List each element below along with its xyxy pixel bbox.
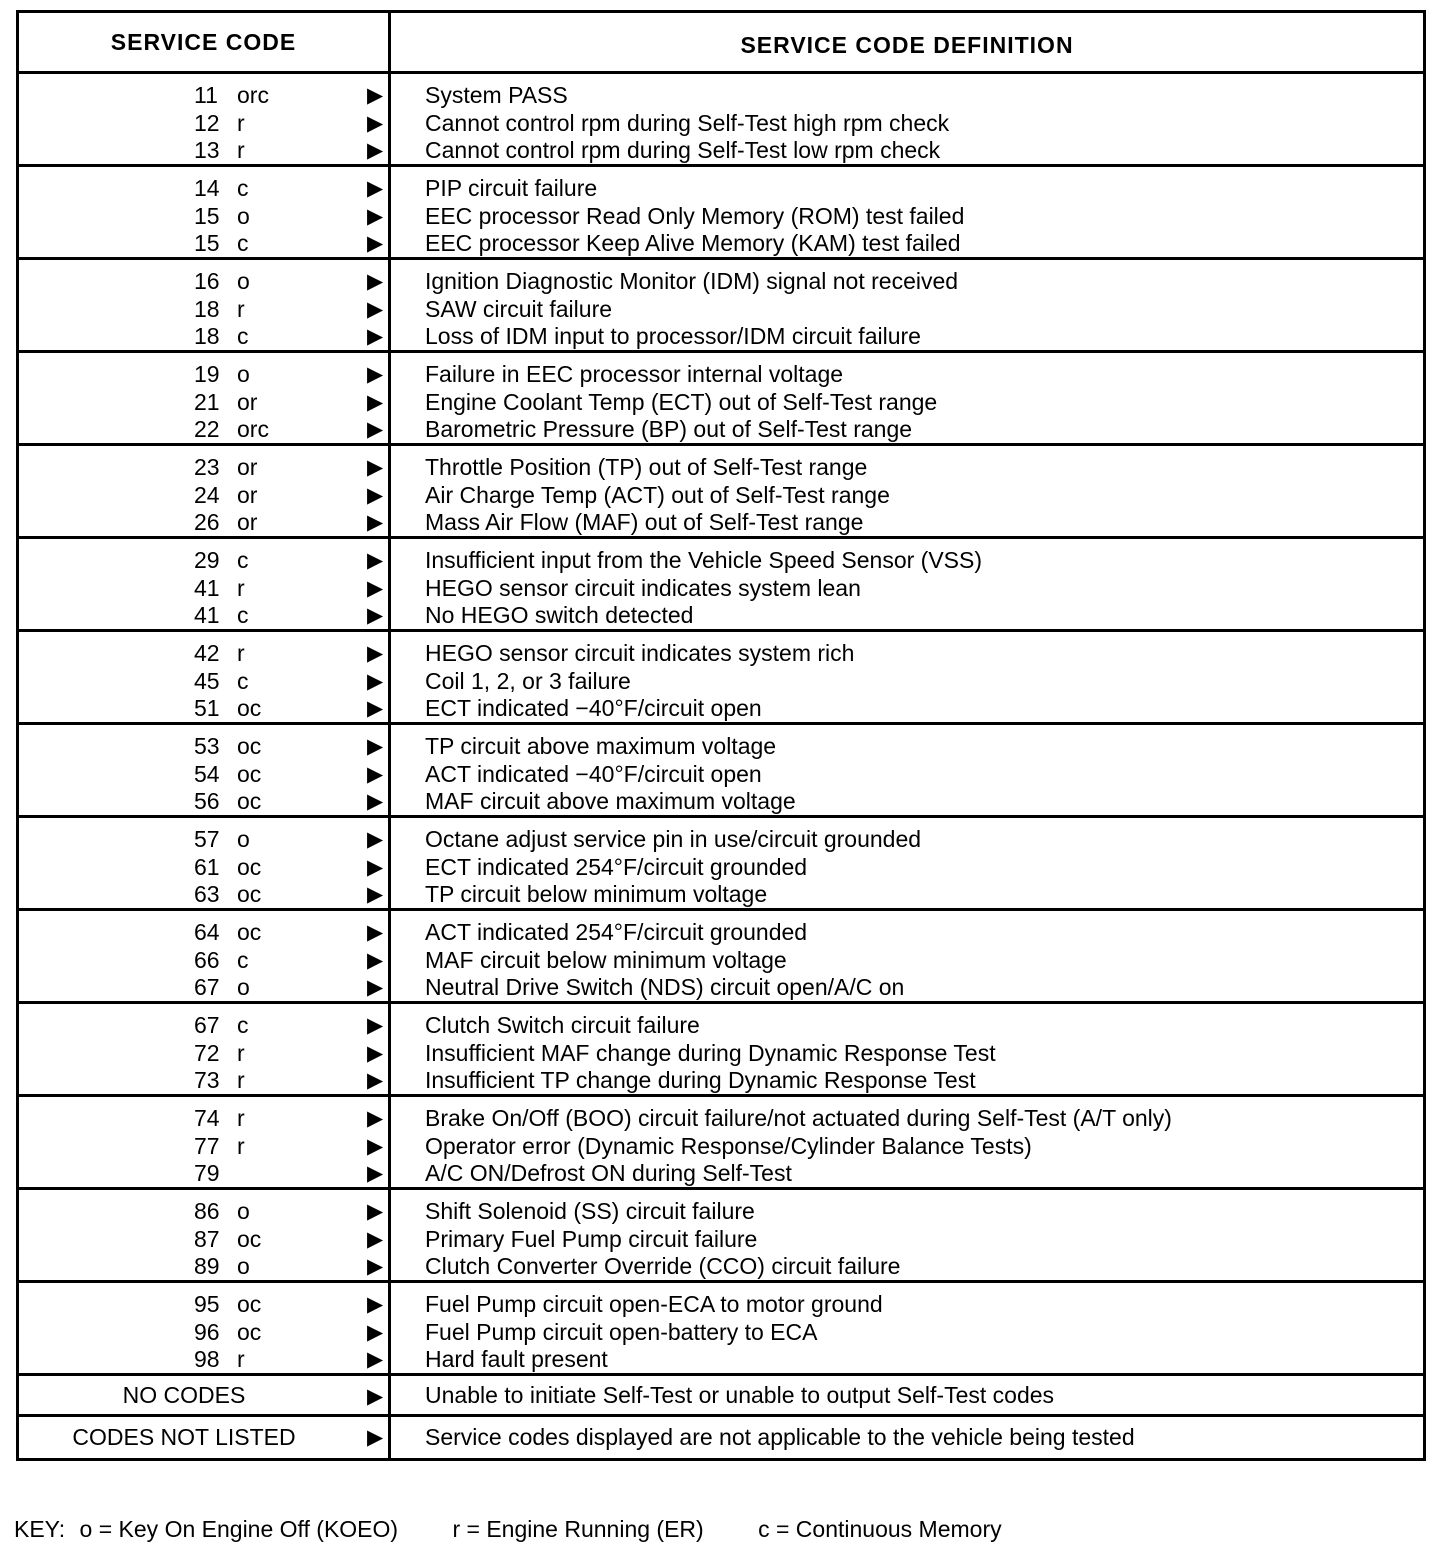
code-number: 26 <box>194 509 220 536</box>
arrow-right-icon: ▶ <box>367 828 384 852</box>
code-group <box>19 1004 1423 1097</box>
code-cell <box>19 167 391 257</box>
codes-not-listed-definition: Service codes displayed are not applicable to the vehicle being tested <box>425 1424 1135 1450</box>
arrow-right-icon: ▶ <box>367 948 384 972</box>
code-type: o <box>237 1198 250 1225</box>
code-row <box>19 482 388 510</box>
code-number: 89 <box>194 1253 220 1280</box>
code-row <box>19 268 388 296</box>
codes-not-listed-row <box>19 1417 1423 1458</box>
definition-cell <box>391 539 1423 629</box>
code-group <box>19 260 1423 353</box>
code-row <box>19 137 388 165</box>
code-row <box>19 1253 388 1281</box>
code-definition: Brake On/Off (BOO) circuit failure/not actuated during Self-Test (A/T only) <box>425 1105 1172 1132</box>
definition-cell <box>391 74 1423 164</box>
code-number: 95 <box>194 1291 220 1318</box>
code-cell <box>19 1097 391 1187</box>
code-definition: EEC processor Read Only Memory (ROM) test failed <box>425 202 965 229</box>
code-number: 67 <box>194 974 220 1001</box>
code-type: c <box>237 230 249 257</box>
code-definition: Clutch Converter Override (CCO) circuit failure <box>425 1253 901 1280</box>
definition-cell <box>391 911 1423 1001</box>
code-definition: Cannot control rpm during Self-Test high rpm check <box>425 109 950 136</box>
definition-header: SERVICE CODE DEFINITION <box>740 31 1074 58</box>
code-definition: Octane adjust service pin in use/circuit grounded <box>425 826 922 853</box>
no-codes-label: NO CODES <box>122 1381 246 1408</box>
code-type: c <box>237 547 249 574</box>
arrow-right-icon: ▶ <box>367 1385 384 1408</box>
code-definition: Operator error (Dynamic Response/Cylinder Balance Tests) <box>425 1132 1032 1159</box>
code-number: 16 <box>194 268 220 295</box>
code-definition: MAF circuit above maximum voltage <box>425 788 796 815</box>
arrow-right-icon: ▶ <box>367 697 384 721</box>
code-number: 57 <box>194 826 220 853</box>
code-row <box>19 602 388 630</box>
arrow-right-icon: ▶ <box>367 483 384 507</box>
arrow-right-icon: ▶ <box>367 855 384 879</box>
code-number: 63 <box>194 881 220 908</box>
code-row <box>19 575 388 603</box>
code-number: 22 <box>194 416 220 443</box>
arrow-right-icon: ▶ <box>367 1014 384 1038</box>
code-number: 96 <box>194 1318 220 1345</box>
arrow-right-icon: ▶ <box>367 1134 384 1158</box>
arrow-right-icon: ▶ <box>367 511 384 535</box>
code-row <box>19 323 388 351</box>
code-row <box>19 695 388 723</box>
code-row <box>19 110 388 138</box>
code-number: 18 <box>194 295 220 322</box>
code-row <box>19 826 388 854</box>
code-row <box>19 1319 388 1347</box>
code-number: 21 <box>194 388 220 415</box>
arrow-right-icon: ▶ <box>367 642 384 666</box>
definition-cell <box>391 1190 1423 1280</box>
code-definition: No HEGO switch detected <box>425 602 694 629</box>
code-row <box>19 389 388 417</box>
code-group <box>19 353 1423 446</box>
code-type: r <box>237 574 245 601</box>
code-row <box>19 1226 388 1254</box>
code-type: or <box>237 509 258 536</box>
arrow-right-icon: ▶ <box>367 976 384 1000</box>
code-number: 64 <box>194 919 220 946</box>
arrow-right-icon: ▶ <box>367 883 384 907</box>
arrow-right-icon: ▶ <box>367 232 384 256</box>
code-type: r <box>237 1346 245 1373</box>
code-type: r <box>237 295 245 322</box>
definition-cell <box>391 1283 1423 1373</box>
code-definition: HEGO sensor circuit indicates system lean <box>425 574 861 601</box>
code-type: o <box>237 268 250 295</box>
code-cell <box>19 539 391 629</box>
code-type: c <box>237 175 249 202</box>
code-type: oc <box>237 1225 262 1252</box>
code-row <box>19 361 388 389</box>
code-row <box>19 1040 388 1068</box>
code-row <box>19 761 388 789</box>
code-cell <box>19 1004 391 1094</box>
key-prefix: KEY: <box>14 1516 66 1542</box>
code-row <box>19 919 388 947</box>
arrow-right-icon: ▶ <box>367 1320 384 1344</box>
arrow-right-icon: ▶ <box>367 390 384 414</box>
code-type: c <box>237 602 249 629</box>
arrow-right-icon: ▶ <box>367 418 384 442</box>
code-number: 18 <box>194 323 220 350</box>
code-definition: MAF circuit below minimum voltage <box>425 946 787 973</box>
code-group <box>19 167 1423 260</box>
code-definition: EEC processor Keep Alive Memory (KAM) test failed <box>425 230 961 257</box>
code-number: 29 <box>194 547 220 574</box>
code-row <box>19 547 388 575</box>
arrow-right-icon: ▶ <box>367 325 384 349</box>
code-type: r <box>237 640 245 667</box>
code-definition: HEGO sensor circuit indicates system rich <box>425 640 855 667</box>
code-row <box>19 454 388 482</box>
code-row <box>19 1105 388 1133</box>
code-row <box>19 416 388 444</box>
code-row <box>19 947 388 975</box>
code-type: o <box>237 202 250 229</box>
code-definition: ECT indicated 254°F/circuit grounded <box>425 853 808 880</box>
service-code-header: SERVICE CODE <box>19 13 391 71</box>
code-definition: Insufficient input from the Vehicle Speed Sensor (VSS) <box>425 547 982 574</box>
code-type: or <box>237 454 258 481</box>
arrow-right-icon: ▶ <box>367 762 384 786</box>
arrow-right-icon: ▶ <box>367 1227 384 1251</box>
code-type: or <box>237 388 258 415</box>
code-definition: Barometric Pressure (BP) out of Self-Test range <box>425 416 913 443</box>
code-number: 73 <box>194 1067 220 1094</box>
code-type: o <box>237 361 250 388</box>
code-number: 23 <box>194 454 220 481</box>
code-row <box>19 175 388 203</box>
code-definition: Throttle Position (TP) out of Self-Test range <box>425 454 868 481</box>
definition-cell <box>391 167 1423 257</box>
code-number: 24 <box>194 481 220 508</box>
arrow-right-icon: ▶ <box>367 921 384 945</box>
code-type: r <box>237 1132 245 1159</box>
code-number: 61 <box>194 853 220 880</box>
code-definition: TP circuit above maximum voltage <box>425 733 777 760</box>
code-row <box>19 640 388 668</box>
code-type: c <box>237 667 249 694</box>
code-group <box>19 74 1423 167</box>
code-number: 54 <box>194 760 220 787</box>
code-type: oc <box>237 853 262 880</box>
code-group <box>19 1190 1423 1283</box>
definition-cell <box>391 260 1423 350</box>
code-row <box>19 668 388 696</box>
no-codes-cell <box>19 1376 391 1414</box>
code-cell <box>19 725 391 815</box>
code-row <box>19 1012 388 1040</box>
code-type: oc <box>237 1318 262 1345</box>
arrow-right-icon: ▶ <box>367 177 384 201</box>
code-number: 56 <box>194 788 220 815</box>
code-number: 79 <box>194 1160 220 1187</box>
code-cell <box>19 632 391 722</box>
code-number: 15 <box>194 202 220 229</box>
table-header <box>19 13 1423 74</box>
codes-not-listed-label: CODES NOT LISTED <box>72 1424 296 1450</box>
code-definition: Clutch Switch circuit failure <box>425 1012 700 1039</box>
code-cell <box>19 1190 391 1280</box>
code-number: 12 <box>194 109 220 136</box>
code-definition: System PASS <box>425 82 568 109</box>
code-definition: ECT indicated −40°F/circuit open <box>425 695 762 722</box>
code-number: 19 <box>194 361 220 388</box>
code-definition: Insufficient TP change during Dynamic Response Test <box>425 1067 976 1094</box>
code-definition: ACT indicated −40°F/circuit open <box>425 760 762 787</box>
code-type: c <box>237 323 249 350</box>
key-o: o = Key On Engine Off (KOEO) <box>79 1516 399 1542</box>
code-definition: Shift Solenoid (SS) circuit failure <box>425 1198 755 1225</box>
code-number: 72 <box>194 1039 220 1066</box>
code-definition: SAW circuit failure <box>425 295 613 322</box>
code-number: 14 <box>194 175 220 202</box>
code-definition: Fuel Pump circuit open-battery to ECA <box>425 1318 818 1345</box>
definition-cell <box>391 632 1423 722</box>
code-row <box>19 82 388 110</box>
code-row <box>19 854 388 882</box>
arrow-right-icon: ▶ <box>367 139 384 163</box>
arrow-right-icon: ▶ <box>367 270 384 294</box>
code-definition: ACT indicated 254°F/circuit grounded <box>425 919 808 946</box>
code-number: 66 <box>194 946 220 973</box>
code-row <box>19 1160 388 1188</box>
arrow-right-icon: ▶ <box>367 456 384 480</box>
arrow-right-icon: ▶ <box>367 549 384 573</box>
code-definition: Engine Coolant Temp (ECT) out of Self-Test range <box>425 388 938 415</box>
no-codes-row <box>19 1376 1423 1417</box>
definition-cell <box>391 818 1423 908</box>
arrow-right-icon: ▶ <box>367 604 384 628</box>
code-definition: Coil 1, 2, or 3 failure <box>425 667 631 694</box>
code-number: 41 <box>194 574 220 601</box>
code-number: 11 <box>194 82 218 109</box>
no-codes-definition: Unable to initiate Self-Test or unable to output Self-Test codes <box>425 1381 1055 1408</box>
definition-cell <box>391 353 1423 443</box>
arrow-right-icon: ▶ <box>367 1041 384 1065</box>
code-number: 86 <box>194 1198 220 1225</box>
arrow-right-icon: ▶ <box>367 1107 384 1131</box>
arrow-right-icon: ▶ <box>367 84 384 108</box>
code-cell <box>19 260 391 350</box>
code-definition: Hard fault present <box>425 1346 608 1373</box>
code-number: 98 <box>194 1346 220 1373</box>
code-type: oc <box>237 788 262 815</box>
service-code-table <box>16 10 1426 1461</box>
code-number: 41 <box>194 602 220 629</box>
code-row <box>19 881 388 909</box>
code-group <box>19 539 1423 632</box>
arrow-right-icon: ▶ <box>367 669 384 693</box>
code-row <box>19 296 388 324</box>
code-definition: Ignition Diagnostic Monitor (IDM) signal not received <box>425 268 959 295</box>
code-number: 45 <box>194 667 220 694</box>
definition-cell <box>391 1004 1423 1094</box>
code-row <box>19 1067 388 1095</box>
code-type: c <box>237 946 249 973</box>
code-type: oc <box>237 760 262 787</box>
arrow-right-icon: ▶ <box>367 576 384 600</box>
arrow-right-icon: ▶ <box>367 1293 384 1317</box>
code-type: r <box>237 1067 245 1094</box>
code-definition: Cannot control rpm during Self-Test low rpm check <box>425 137 941 164</box>
code-definition: Insufficient MAF change during Dynamic Response Test <box>425 1039 996 1066</box>
arrow-right-icon: ▶ <box>367 790 384 814</box>
code-type: c <box>237 1012 249 1039</box>
code-group <box>19 911 1423 1004</box>
code-row <box>19 509 388 537</box>
code-row <box>19 733 388 761</box>
code-definition: A/C ON/Defrost ON during Self-Test <box>425 1160 792 1187</box>
key-c: c = Continuous Memory <box>758 1516 1002 1542</box>
code-definition: Neutral Drive Switch (NDS) circuit open/A/C on <box>425 974 905 1001</box>
code-row <box>19 974 388 1002</box>
code-row <box>19 203 388 231</box>
code-type: r <box>237 109 245 136</box>
code-cell <box>19 1283 391 1373</box>
arrow-right-icon: ▶ <box>367 204 384 228</box>
code-cell <box>19 446 391 536</box>
code-number: 77 <box>194 1132 220 1159</box>
code-group <box>19 818 1423 911</box>
code-cell <box>19 818 391 908</box>
code-definition: TP circuit below minimum voltage <box>425 881 768 908</box>
arrow-right-icon: ▶ <box>367 1162 384 1186</box>
code-definition: Air Charge Temp (ACT) out of Self-Test range <box>425 481 890 508</box>
arrow-right-icon: ▶ <box>367 297 384 321</box>
code-type: o <box>237 974 250 1001</box>
arrow-right-icon: ▶ <box>367 1426 384 1449</box>
code-group <box>19 1097 1423 1190</box>
code-row <box>19 788 388 816</box>
code-row <box>19 1291 388 1319</box>
code-group <box>19 632 1423 725</box>
code-row <box>19 1346 388 1374</box>
arrow-right-icon: ▶ <box>367 1200 384 1224</box>
arrow-right-icon: ▶ <box>367 735 384 759</box>
code-type: oc <box>237 919 262 946</box>
code-type: o <box>237 826 250 853</box>
definition-cell <box>391 1097 1423 1187</box>
code-number: 51 <box>194 695 220 722</box>
code-type: oc <box>237 881 262 908</box>
definition-cell <box>391 446 1423 536</box>
code-definition: Failure in EEC processor internal voltage <box>425 361 844 388</box>
code-definition: Primary Fuel Pump circuit failure <box>425 1225 758 1252</box>
code-number: 15 <box>194 230 220 257</box>
code-number: 42 <box>194 640 220 667</box>
code-type: oc <box>237 695 262 722</box>
arrow-right-icon: ▶ <box>367 1069 384 1093</box>
code-type: oc <box>237 733 262 760</box>
code-number: 13 <box>194 137 220 164</box>
legend-key <box>14 1516 1002 1543</box>
code-row <box>19 1133 388 1161</box>
code-row <box>19 230 388 258</box>
code-number: 74 <box>194 1105 220 1132</box>
code-cell <box>19 353 391 443</box>
code-definition: Fuel Pump circuit open-ECA to motor ground <box>425 1291 883 1318</box>
code-definition: PIP circuit failure <box>425 175 598 202</box>
code-group <box>19 1283 1423 1376</box>
code-cell <box>19 74 391 164</box>
key-r: r = Engine Running (ER) <box>452 1516 704 1542</box>
code-definition: Mass Air Flow (MAF) out of Self-Test range <box>425 509 864 536</box>
arrow-right-icon: ▶ <box>367 1348 384 1372</box>
code-type: or <box>237 481 258 508</box>
arrow-right-icon: ▶ <box>367 363 384 387</box>
code-type: orc <box>237 416 269 443</box>
definition-cell <box>391 725 1423 815</box>
code-type: r <box>237 1105 245 1132</box>
code-group <box>19 725 1423 818</box>
code-type: orc <box>237 82 269 109</box>
code-row <box>19 1198 388 1226</box>
code-type: oc <box>237 1291 262 1318</box>
code-type: r <box>237 1039 245 1066</box>
code-number: 67 <box>194 1012 220 1039</box>
code-number: 87 <box>194 1225 220 1252</box>
code-definition: Loss of IDM input to processor/IDM circuit failure <box>425 323 921 350</box>
code-cell <box>19 911 391 1001</box>
code-groups <box>19 74 1423 1376</box>
code-type: o <box>237 1253 250 1280</box>
arrow-right-icon: ▶ <box>367 111 384 135</box>
code-group <box>19 446 1423 539</box>
code-type: r <box>237 137 245 164</box>
code-number: 53 <box>194 733 220 760</box>
codes-not-listed-cell <box>19 1417 391 1458</box>
arrow-right-icon: ▶ <box>367 1255 384 1279</box>
